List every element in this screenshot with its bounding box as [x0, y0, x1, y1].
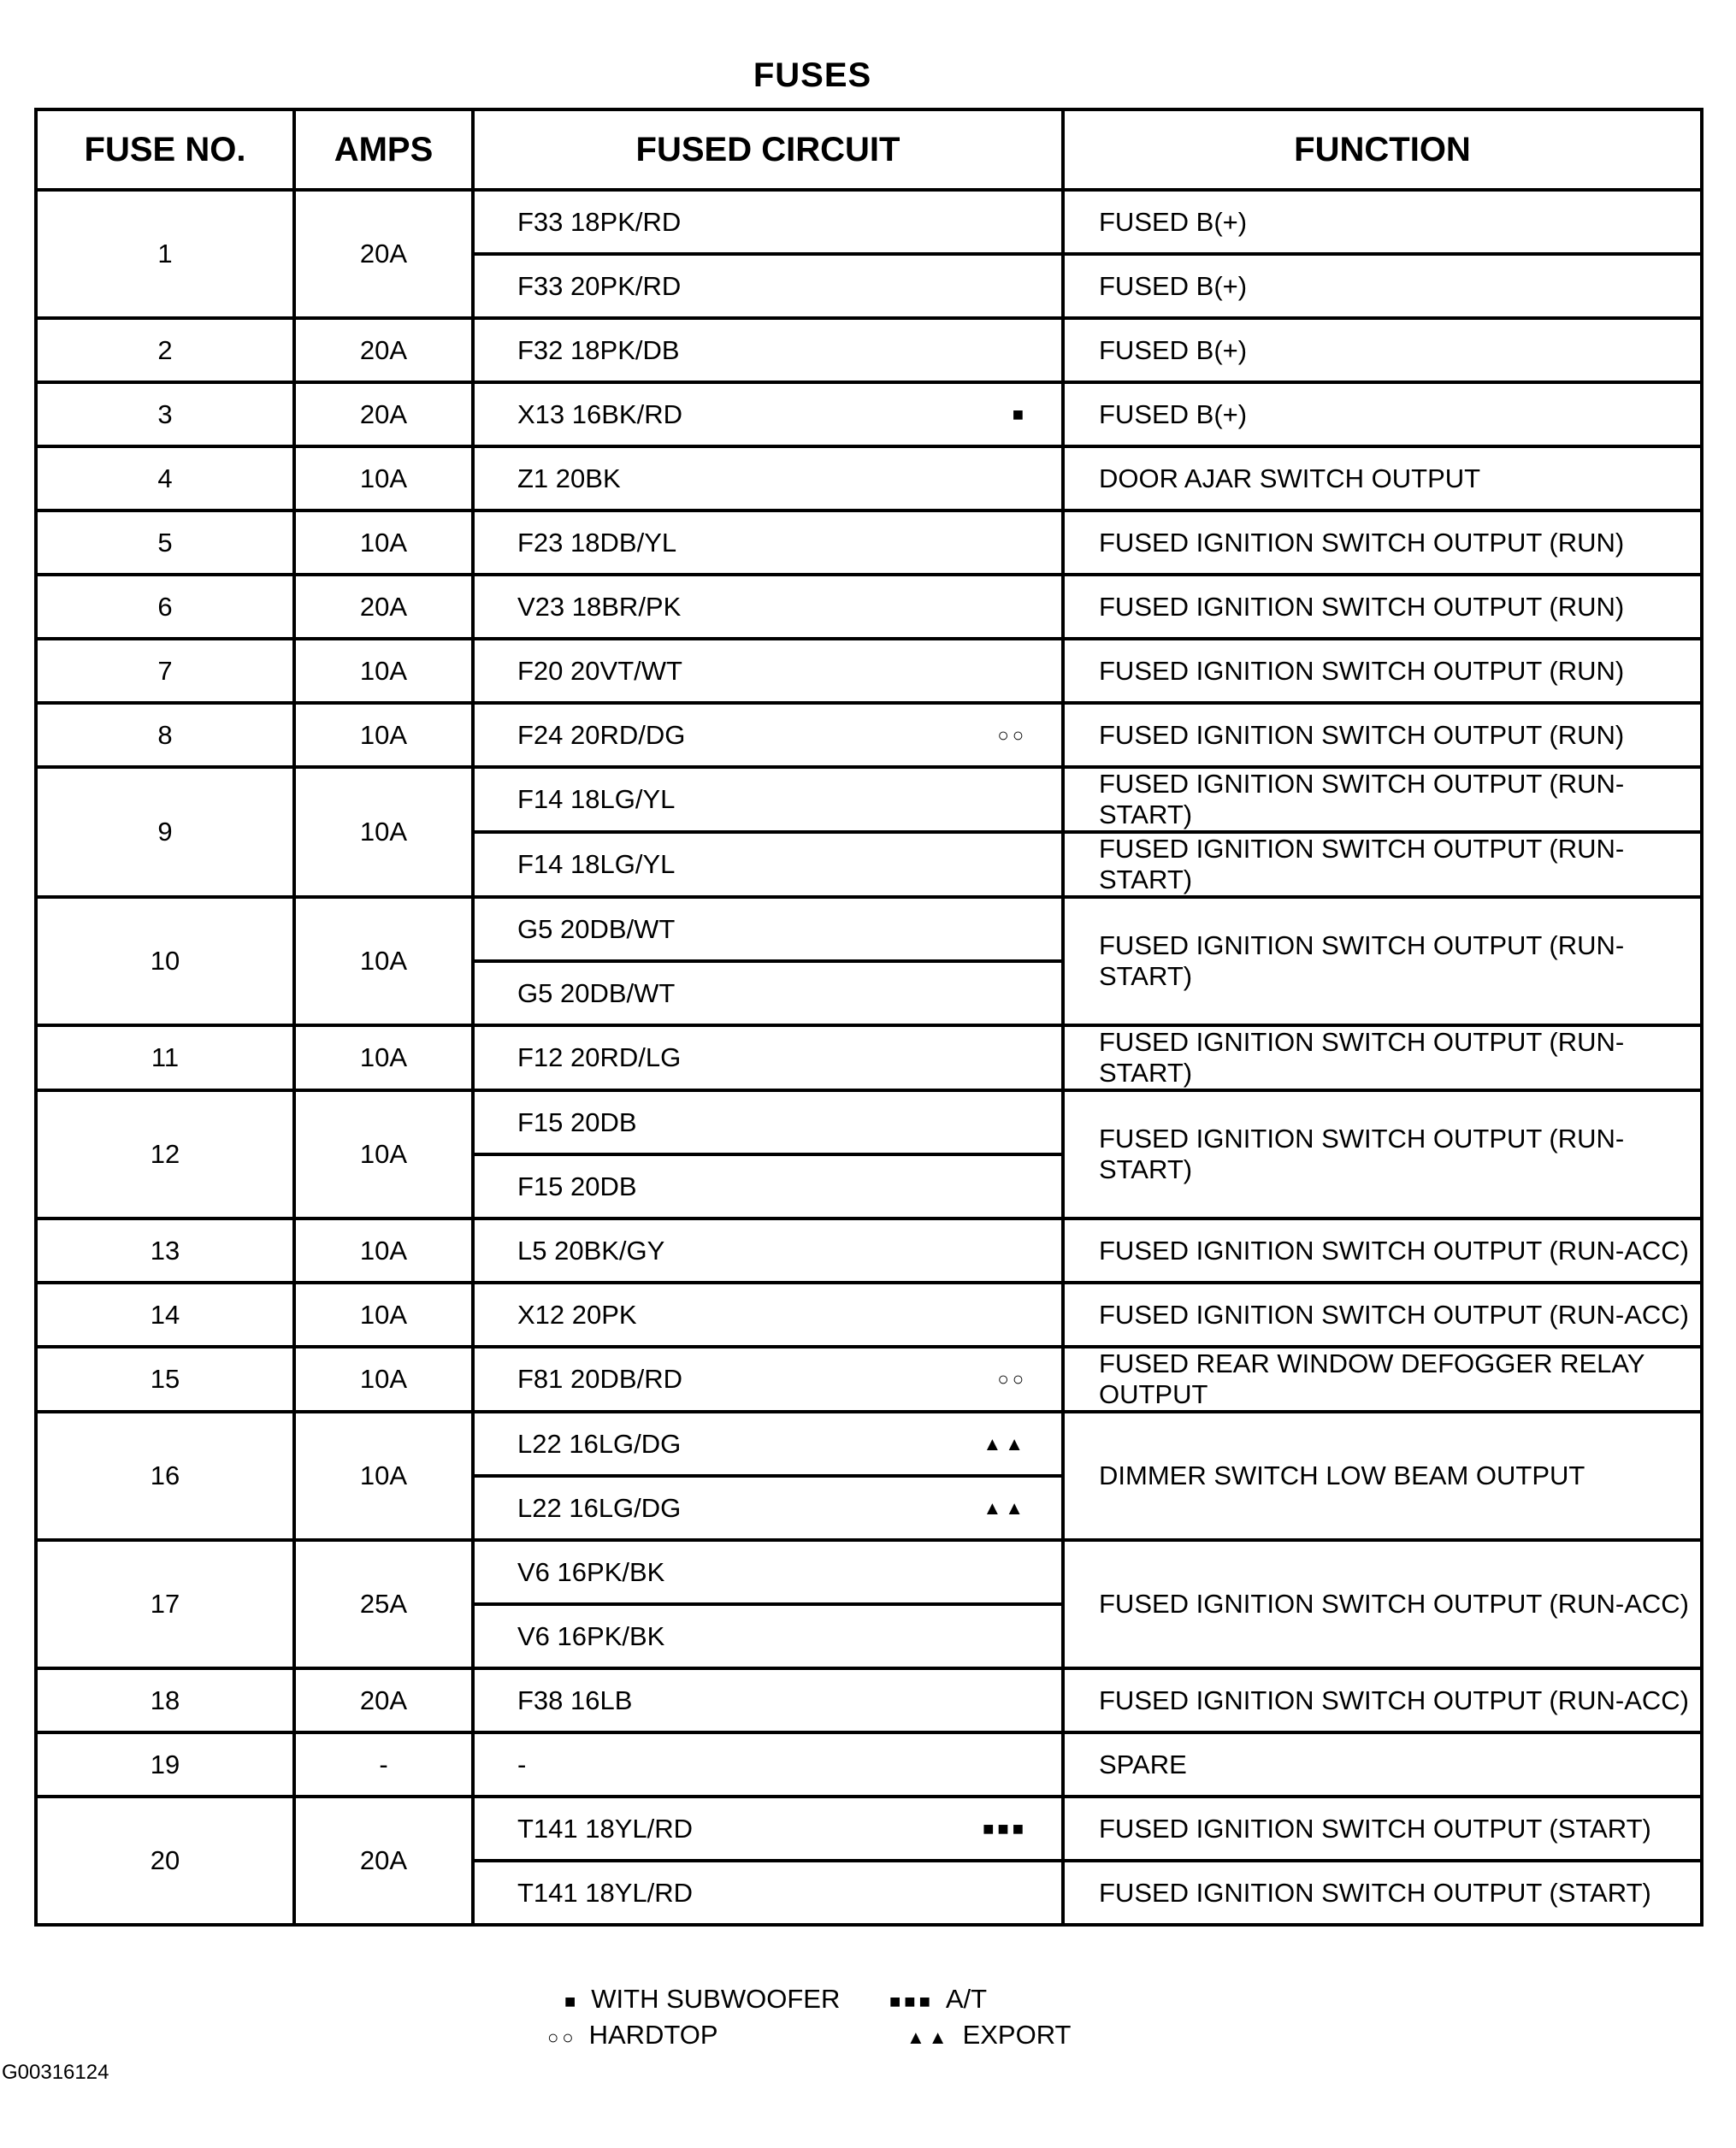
function-cell: FUSED IGNITION SWITCH OUTPUT (RUN-ACC) — [1063, 1540, 1702, 1668]
header-function: FUNCTION — [1063, 109, 1702, 190]
legend-subwoofer — [564, 1984, 840, 2015]
circuit-code: X12 20PK — [517, 1299, 637, 1330]
fuse-number-cell: 7 — [36, 639, 294, 703]
table-row — [36, 1347, 1702, 1412]
function-cell: FUSED IGNITION SWITCH OUTPUT (RUN-ACC) — [1063, 1219, 1702, 1283]
fuse-table — [34, 108, 1704, 1927]
function-cell: FUSED IGNITION SWITCH OUTPUT (RUN-START) — [1063, 1090, 1702, 1219]
function-cell: FUSED IGNITION SWITCH OUTPUT (RUN-ACC) — [1063, 1283, 1702, 1347]
fused-circuit-cell — [473, 382, 1063, 446]
amps-cell: 10A — [294, 1219, 473, 1283]
fuse-number-cell: 3 — [36, 382, 294, 446]
circuit-code: F15 20DB — [517, 1171, 637, 1201]
function-cell: FUSED B(+) — [1063, 318, 1702, 382]
figure-code: G00316124 — [2, 2061, 109, 2084]
fused-circuit-cell — [473, 318, 1063, 382]
circuit-code: F33 18PK/RD — [517, 206, 682, 237]
amps-cell: 10A — [294, 1090, 473, 1219]
function-cell: FUSED IGNITION SWITCH OUTPUT (RUN-START) — [1063, 767, 1702, 832]
fused-circuit-cell — [473, 446, 1063, 510]
amps-cell: 10A — [294, 1283, 473, 1347]
circuit-code: F33 20PK/RD — [517, 270, 682, 301]
fuse-number-cell: 6 — [36, 575, 294, 639]
fused-circuit-cell — [473, 1797, 1063, 1861]
function-cell: FUSED IGNITION SWITCH OUTPUT (RUN-START) — [1063, 832, 1702, 897]
fused-circuit-cell — [473, 897, 1063, 961]
circuit-code: F38 16LB — [517, 1685, 633, 1715]
option-mark-icon: ■ — [1012, 403, 1027, 425]
table-row — [36, 510, 1702, 575]
triple-square-icon: ■■■ — [889, 1991, 934, 2012]
legend-at-label: A/T — [945, 1984, 988, 2014]
circuit-code: G5 20DB/WT — [517, 913, 676, 944]
amps-cell: 20A — [294, 190, 473, 318]
legend-export — [906, 2020, 1071, 2051]
fuse-number-cell: 19 — [36, 1732, 294, 1797]
table-header-row — [36, 109, 1702, 190]
table-row — [36, 1412, 1702, 1476]
circuit-code: T141 18YL/RD — [517, 1813, 694, 1844]
function-cell: FUSED IGNITION SWITCH OUTPUT (START) — [1063, 1861, 1702, 1925]
fuse-number-cell: 8 — [36, 703, 294, 767]
function-cell: FUSED B(+) — [1063, 190, 1702, 254]
circuit-code: V6 16PK/BK — [517, 1620, 665, 1651]
fused-circuit-cell — [473, 1668, 1063, 1732]
circuit-code: L5 20BK/GY — [517, 1235, 665, 1266]
function-cell: FUSED IGNITION SWITCH OUTPUT (RUN-ACC) — [1063, 1668, 1702, 1732]
fused-circuit-cell — [473, 961, 1063, 1025]
table-row — [36, 382, 1702, 446]
table-row — [36, 190, 1702, 254]
fuse-number-cell: 5 — [36, 510, 294, 575]
fused-circuit-cell — [473, 1154, 1063, 1219]
fuse-number-cell: 18 — [36, 1668, 294, 1732]
fused-circuit-cell — [473, 1025, 1063, 1090]
amps-cell: 10A — [294, 510, 473, 575]
header-amps: AMPS — [294, 109, 473, 190]
fused-circuit-cell — [473, 832, 1063, 897]
amps-cell: 25A — [294, 1540, 473, 1668]
amps-cell: 10A — [294, 1025, 473, 1090]
option-mark-icon: ▲▲ — [983, 1496, 1027, 1519]
table-row — [36, 1668, 1702, 1732]
table-row — [36, 639, 1702, 703]
table-row — [36, 1797, 1702, 1861]
option-mark-icon: ○○ — [997, 1368, 1027, 1390]
amps-cell: 10A — [294, 897, 473, 1025]
circuit-code: F81 20DB/RD — [517, 1364, 682, 1394]
amps-cell: 20A — [294, 382, 473, 446]
fused-circuit-cell — [473, 190, 1063, 254]
circuit-code: F23 18DB/YL — [517, 527, 677, 558]
legend-hardtop-label: HARDTOP — [588, 2020, 718, 2050]
fused-circuit-cell — [473, 1861, 1063, 1925]
fuse-number-cell: 9 — [36, 767, 294, 897]
table-row — [36, 703, 1702, 767]
legend-hardtop — [547, 2020, 718, 2051]
fused-circuit-cell — [473, 1412, 1063, 1476]
circuit-code: F12 20RD/LG — [517, 1042, 682, 1072]
fused-circuit-cell — [473, 575, 1063, 639]
double-circle-icon: ○○ — [547, 2027, 577, 2048]
header-fuse-no: FUSE NO. — [36, 109, 294, 190]
fused-circuit-cell — [473, 1283, 1063, 1347]
amps-cell: 20A — [294, 1668, 473, 1732]
circuit-code: F20 20VT/WT — [517, 655, 682, 686]
function-cell: DIMMER SWITCH LOW BEAM OUTPUT — [1063, 1412, 1702, 1540]
amps-cell: 10A — [294, 1347, 473, 1412]
table-row — [36, 1219, 1702, 1283]
amps-cell: 20A — [294, 318, 473, 382]
fused-circuit-cell — [473, 1540, 1063, 1604]
circuit-code: V6 16PK/BK — [517, 1556, 665, 1587]
function-cell: FUSED IGNITION SWITCH OUTPUT (RUN) — [1063, 575, 1702, 639]
page-title: FUSES — [753, 56, 872, 94]
circuit-code: X13 16BK/RD — [517, 398, 682, 429]
legend-subwoofer-label: WITH SUBWOOFER — [591, 1984, 841, 2014]
square-icon: ■ — [564, 1991, 580, 2012]
function-cell: SPARE — [1063, 1732, 1702, 1797]
amps-cell: 10A — [294, 767, 473, 897]
fused-circuit-cell — [473, 767, 1063, 832]
fused-circuit-cell — [473, 639, 1063, 703]
circuit-code: - — [517, 1749, 527, 1779]
fuse-number-cell: 13 — [36, 1219, 294, 1283]
amps-cell: 10A — [294, 703, 473, 767]
fuse-number-cell: 1 — [36, 190, 294, 318]
circuit-code: F24 20RD/DG — [517, 719, 686, 750]
fused-circuit-cell — [473, 1732, 1063, 1797]
fuse-number-cell: 10 — [36, 897, 294, 1025]
circuit-code: F14 18LG/YL — [517, 784, 676, 814]
fuse-number-cell: 4 — [36, 446, 294, 510]
fused-circuit-cell — [473, 510, 1063, 575]
amps-cell: 10A — [294, 639, 473, 703]
legend-at — [889, 1984, 987, 2015]
function-cell: FUSED REAR WINDOW DEFOGGER RELAY OUTPUT — [1063, 1347, 1702, 1412]
fuse-number-cell: 16 — [36, 1412, 294, 1540]
function-cell: FUSED IGNITION SWITCH OUTPUT (RUN-START) — [1063, 897, 1702, 1025]
table-row — [36, 767, 1702, 832]
function-cell: FUSED B(+) — [1063, 254, 1702, 318]
function-cell: FUSED IGNITION SWITCH OUTPUT (RUN) — [1063, 703, 1702, 767]
circuit-code: F14 18LG/YL — [517, 849, 676, 879]
table-row — [36, 1732, 1702, 1797]
option-mark-icon: ▲▲ — [983, 1432, 1027, 1455]
table-row — [36, 897, 1702, 961]
amps-cell: 20A — [294, 1797, 473, 1925]
function-cell: FUSED IGNITION SWITCH OUTPUT (RUN) — [1063, 510, 1702, 575]
table-row — [36, 1025, 1702, 1090]
fuse-number-cell: 12 — [36, 1090, 294, 1219]
circuit-code: F15 20DB — [517, 1106, 637, 1137]
circuit-code: T141 18YL/RD — [517, 1877, 694, 1908]
fuse-number-cell: 20 — [36, 1797, 294, 1925]
circuit-code: F32 18PK/DB — [517, 334, 680, 365]
table-row — [36, 1540, 1702, 1604]
amps-cell: 10A — [294, 1412, 473, 1540]
option-mark-icon: ■■■ — [983, 1817, 1027, 1839]
header-fused-circuit: FUSED CIRCUIT — [473, 109, 1063, 190]
fused-circuit-cell — [473, 1347, 1063, 1412]
function-cell: FUSED IGNITION SWITCH OUTPUT (RUN-START) — [1063, 1025, 1702, 1090]
function-cell: FUSED IGNITION SWITCH OUTPUT (RUN) — [1063, 639, 1702, 703]
function-cell: DOOR AJAR SWITCH OUTPUT — [1063, 446, 1702, 510]
fused-circuit-cell — [473, 703, 1063, 767]
circuit-code: L22 16LG/DG — [517, 1428, 682, 1459]
fuse-number-cell: 17 — [36, 1540, 294, 1668]
double-triangle-icon: ▲▲ — [906, 2027, 951, 2048]
fused-circuit-cell — [473, 1604, 1063, 1668]
amps-cell: - — [294, 1732, 473, 1797]
table-row — [36, 1283, 1702, 1347]
fuse-number-cell: 2 — [36, 318, 294, 382]
fused-circuit-cell — [473, 1476, 1063, 1540]
fused-circuit-cell — [473, 1219, 1063, 1283]
legend-export-label: EXPORT — [962, 2020, 1072, 2050]
fuse-number-cell: 15 — [36, 1347, 294, 1412]
amps-cell: 20A — [294, 575, 473, 639]
circuit-code: Z1 20BK — [517, 463, 621, 493]
table-row — [36, 446, 1702, 510]
fuse-number-cell: 11 — [36, 1025, 294, 1090]
circuit-code: L22 16LG/DG — [517, 1492, 682, 1523]
table-row — [36, 575, 1702, 639]
table-row — [36, 318, 1702, 382]
table-row — [36, 1090, 1702, 1154]
option-mark-icon: ○○ — [997, 723, 1027, 746]
fuse-number-cell: 14 — [36, 1283, 294, 1347]
circuit-code: G5 20DB/WT — [517, 977, 676, 1008]
fuse-table-body — [36, 190, 1702, 1925]
fused-circuit-cell — [473, 254, 1063, 318]
fused-circuit-cell — [473, 1090, 1063, 1154]
amps-cell: 10A — [294, 446, 473, 510]
function-cell: FUSED IGNITION SWITCH OUTPUT (START) — [1063, 1797, 1702, 1861]
function-cell: FUSED B(+) — [1063, 382, 1702, 446]
circuit-code: V23 18BR/PK — [517, 591, 682, 622]
